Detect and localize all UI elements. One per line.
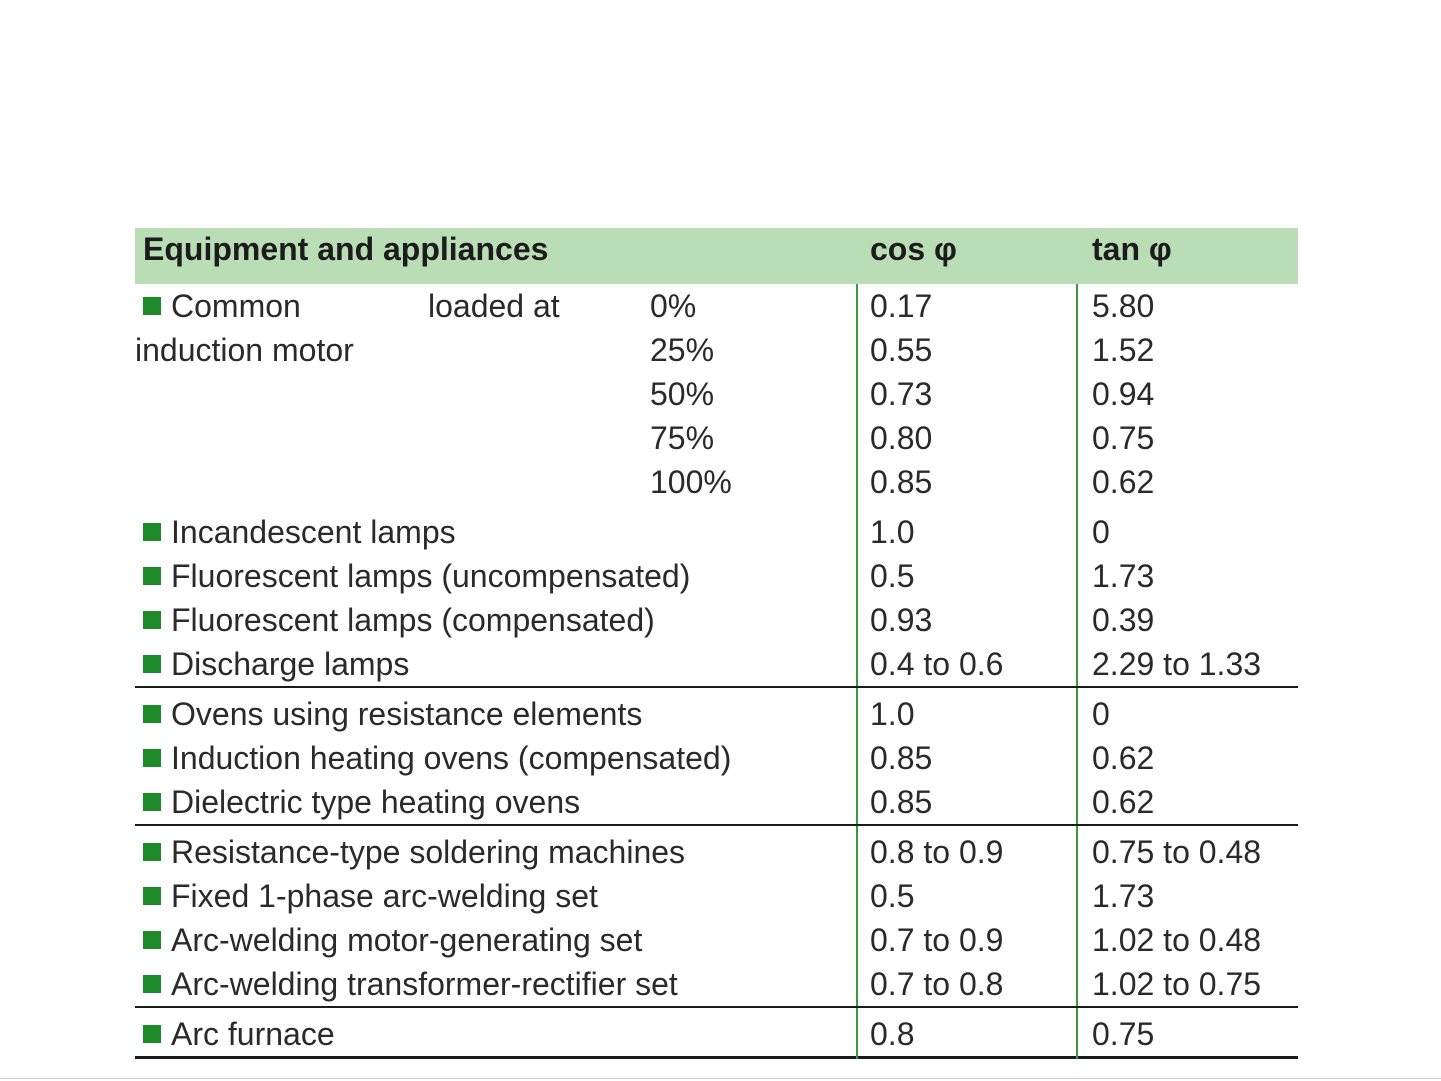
- tan-value: 0: [1092, 514, 1110, 550]
- square-bullet-icon: [143, 297, 161, 315]
- group-motor: [135, 284, 1298, 504]
- cos-value: 0.7 to 0.8: [870, 966, 1004, 1002]
- table-row: [135, 1012, 1298, 1056]
- equipment-name: Induction heating ovens (compensated): [171, 740, 732, 776]
- equipment-name: Common: [171, 288, 301, 324]
- equipment-name: Fluorescent lamps (compensated): [171, 602, 655, 638]
- cos-value: 0.85: [870, 784, 933, 820]
- header-cos: cos φ: [870, 231, 957, 267]
- equipment-name: Dielectric type heating ovens: [171, 784, 581, 820]
- equipment-cell: [143, 962, 678, 1006]
- tan-value: 0.39: [1092, 602, 1155, 638]
- equipment-cell: [143, 918, 642, 962]
- equipment-cell: [143, 510, 456, 554]
- table-row: [135, 692, 1298, 736]
- load-percent: 50%: [650, 376, 715, 412]
- equipment-name: Arc furnace: [171, 1016, 335, 1052]
- cos-value: 0.4 to 0.6: [870, 646, 1004, 682]
- equipment-name: Incandescent lamps: [171, 514, 456, 550]
- loaded-at-label: loaded at: [428, 288, 560, 324]
- tan-value: 2.29 to 1.33: [1092, 646, 1262, 682]
- cos-value: 0.73: [870, 376, 933, 412]
- table-row: [135, 372, 1298, 416]
- tan-value: 5.80: [1092, 288, 1155, 324]
- load-percent: 75%: [650, 420, 715, 456]
- table-row: [135, 736, 1298, 780]
- square-bullet-icon: [143, 523, 161, 541]
- equipment-name-line2: induction motor: [135, 332, 354, 368]
- cos-value: 0.7 to 0.9: [870, 922, 1004, 958]
- load-percent: 25%: [650, 332, 715, 368]
- equipment-cell: [143, 284, 301, 328]
- tan-value: 1.02 to 0.48: [1092, 922, 1262, 958]
- equipment-cell: [143, 692, 642, 736]
- cos-value: 0.8 to 0.9: [870, 834, 1004, 870]
- cos-value: 0.5: [870, 558, 915, 594]
- table-row: [135, 460, 1298, 504]
- cos-value: 1.0: [870, 696, 915, 732]
- cos-value: 0.8: [870, 1016, 915, 1052]
- table-header: [135, 228, 1298, 284]
- table-row: [135, 598, 1298, 642]
- square-bullet-icon: [143, 705, 161, 723]
- cos-value: 0.85: [870, 740, 933, 776]
- group-welding: [135, 826, 1298, 1008]
- equipment-name: Ovens using resistance elements: [171, 696, 643, 732]
- tan-value: 1.73: [1092, 558, 1155, 594]
- equipment-cell: [143, 554, 690, 598]
- square-bullet-icon: [143, 655, 161, 673]
- table-row: [135, 416, 1298, 460]
- square-bullet-icon: [143, 843, 161, 861]
- equipment-name: Fixed 1-phase arc-welding set: [171, 878, 598, 914]
- header-equipment: Equipment and appliances: [143, 231, 549, 267]
- square-bullet-icon: [143, 1025, 161, 1043]
- load-percent: 0%: [650, 288, 697, 324]
- table-row: [135, 554, 1298, 598]
- equipment-cell: [143, 642, 409, 686]
- table-row: [135, 874, 1298, 918]
- table-row: [135, 830, 1298, 874]
- cos-value: 0.17: [870, 288, 933, 324]
- equipment-cell: [143, 780, 580, 824]
- equipment-cell: [143, 830, 685, 874]
- table-row: [135, 284, 1298, 328]
- table-row: [135, 962, 1298, 1006]
- cos-value: 0.55: [870, 332, 933, 368]
- tan-value: 0.75 to 0.48: [1092, 834, 1262, 870]
- group-ovens: [135, 688, 1298, 826]
- equipment-name: Discharge lamps: [171, 646, 410, 682]
- load-percent: 100%: [650, 464, 732, 500]
- tan-value: 0.75: [1092, 1016, 1155, 1052]
- table-row: [135, 510, 1298, 554]
- equipment-name: Resistance-type soldering machines: [171, 834, 686, 870]
- tan-value: 1.73: [1092, 878, 1155, 914]
- square-bullet-icon: [143, 611, 161, 629]
- tan-value: 0.62: [1092, 784, 1155, 820]
- square-bullet-icon: [143, 931, 161, 949]
- group-furnace: [135, 1008, 1298, 1056]
- tan-value: 0: [1092, 696, 1110, 732]
- page-edge-line: [0, 1078, 1441, 1079]
- cos-value: 0.80: [870, 420, 933, 456]
- square-bullet-icon: [143, 793, 161, 811]
- tan-value: 0.75: [1092, 420, 1155, 456]
- cos-value: 1.0: [870, 514, 915, 550]
- tan-value: 1.02 to 0.75: [1092, 966, 1262, 1002]
- cos-value: 0.93: [870, 602, 933, 638]
- equipment-cell: [143, 1012, 335, 1056]
- equipment-cell: [143, 736, 731, 780]
- table-row: [135, 328, 1298, 372]
- power-factor-table: [135, 228, 1298, 1059]
- tan-value: 1.52: [1092, 332, 1155, 368]
- tan-value: 0.94: [1092, 376, 1155, 412]
- equipment-name: Fluorescent lamps (uncompensated): [171, 558, 691, 594]
- table-row: [135, 918, 1298, 962]
- square-bullet-icon: [143, 749, 161, 767]
- tan-value: 0.62: [1092, 464, 1155, 500]
- cos-value: 0.85: [870, 464, 933, 500]
- table-row: [135, 780, 1298, 824]
- cos-value: 0.5: [870, 878, 915, 914]
- table-row: [135, 642, 1298, 686]
- group-lamps: [135, 504, 1298, 688]
- equipment-name: Arc-welding transformer-rectifier set: [171, 966, 678, 1002]
- equipment-cell: [143, 874, 598, 918]
- tan-value: 0.62: [1092, 740, 1155, 776]
- header-tan: tan φ: [1092, 231, 1172, 267]
- square-bullet-icon: [143, 567, 161, 585]
- equipment-name: Arc-welding motor-generating set: [171, 922, 643, 958]
- equipment-cell: [143, 598, 655, 642]
- square-bullet-icon: [143, 887, 161, 905]
- square-bullet-icon: [143, 975, 161, 993]
